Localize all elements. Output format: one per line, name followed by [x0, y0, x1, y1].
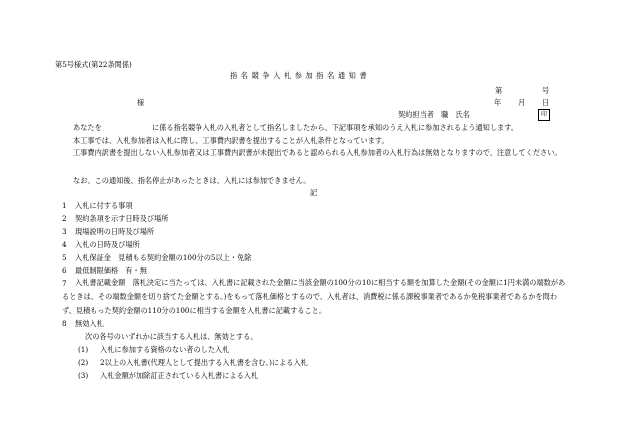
item-text: 無効入札 — [75, 319, 104, 328]
seal-mark: 印 — [538, 109, 550, 121]
sub-item-text: 入札に参加する資格のない者のした入札 — [100, 345, 230, 354]
paragraph-1-left: あなたを — [73, 123, 102, 132]
paragraph-1-right: に係る指名競争入札の入札者として指名しましたから、下記事項を承知のうえ入札に参加されるよう通知します。 — [152, 123, 518, 132]
item-number: 4 — [62, 240, 67, 249]
item-text-wrapped: 入札書記載金額 落札決定に当たっては、入札書に記載された金額に当該金額の100分の10に相当する額を加算した金額(その金額に1円未満の端数があるときは、その端数金額を切り捨てた金額とする。)をもって落札価格とするので、入札者は、消費税に係る課税事業者であるか免税事業者であるかを問わず、見積もった契約金額の110分の100に相当する金額を入札書に記載すること。 — [62, 278, 566, 315]
date-year: 年 — [494, 98, 502, 107]
sub-item-number: (3) — [78, 371, 89, 380]
item-text: 入札の日時及び場所 — [75, 240, 140, 249]
item-number: 5 — [62, 253, 67, 262]
paragraph-2: 本工事では、入札参加者は入札に際し、工事費内訳書を提出することが入札条件となっています。 — [73, 136, 389, 145]
sub-item-text: 2以上の入札書(代理人として提出する入札書を含む。)による入札 — [100, 358, 308, 367]
item-8-intro: 次の各号のいずれかに該当する入札は、無効とする。 — [85, 332, 258, 341]
item-number: 3 — [62, 227, 67, 236]
sub-item-number: (1) — [78, 345, 89, 354]
item-number: 6 — [62, 266, 67, 275]
item-number: 2 — [62, 214, 67, 223]
date-day: 日 — [542, 98, 550, 107]
item-text: 現場説明の日時及び場所 — [75, 227, 155, 236]
item-number: 1 — [62, 201, 67, 210]
date-month: 月 — [518, 98, 526, 107]
paragraph-4: なお、この通知後、指名停止があったときは、入札には参加できません。 — [73, 176, 311, 185]
number-suffix: 号 — [542, 86, 550, 95]
form-number: 第5号様式(第22条関係) — [55, 60, 132, 69]
item-number: 8 — [62, 319, 67, 328]
item-text: 入札に付する事項 — [75, 201, 133, 210]
number-prefix: 第 — [495, 86, 503, 95]
paragraph-3: 工事費内訳書を提出しない入札参加者又は工事費内訳書が未提出であると認められる入札参加者の入札行為は無効となりますので、注意してください。 — [73, 148, 562, 157]
sub-item-number: (2) — [78, 358, 89, 367]
ki-label: 記 — [310, 188, 318, 197]
addressee-suffix: 様 — [137, 98, 145, 107]
item-text: 契約条項を示す日時及び場所 — [75, 214, 169, 223]
item-text: 入札保証金 見積もる契約金額の100分の5以上・免除 — [75, 253, 252, 262]
sub-item-text: 入札金額が加除訂正されている入札書による入札 — [100, 371, 259, 380]
official-title: 契約担当者 職 氏名 — [398, 110, 470, 119]
document-title: 指名競争入札参加指名通知書 — [230, 71, 371, 80]
item-text: 最低制限価格 有・無 — [75, 266, 147, 275]
item-number: 7 — [62, 279, 67, 288]
